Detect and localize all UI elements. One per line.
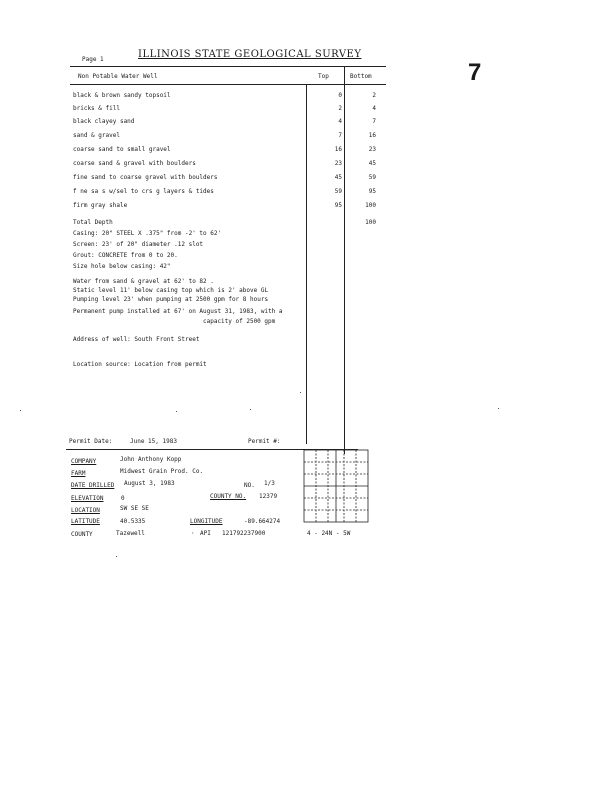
scan-speck (176, 411, 177, 412)
pump-note-line2: capacity of 2500 gpm (203, 318, 276, 325)
permit-date-label: Permit Date: (69, 438, 113, 445)
casing-note: Casing: 20" STEEL X .375" from -2' to 62' (73, 230, 222, 237)
log-row-bottom: 45 (368, 160, 376, 167)
county-number-value: 12379 (259, 493, 278, 500)
header-rule-bottom (70, 84, 386, 85)
log-row-bottom: 7 (372, 118, 376, 125)
log-row-desc: coarse sand & gravel with boulders (73, 160, 196, 167)
log-row-top: 0 (338, 92, 342, 99)
section-grid (302, 448, 370, 524)
township-range: 4 - 24N - 5W (307, 530, 351, 537)
county-value: Tazewell (116, 530, 145, 537)
total-depth-label: Total Depth (73, 219, 113, 226)
api-bullet: · (191, 530, 195, 537)
log-row-desc: firm gray shale (73, 202, 128, 209)
log-row-top: 59 (334, 188, 342, 195)
page-label: Page 1 (82, 56, 104, 63)
log-row-bottom: 95 (368, 188, 376, 195)
county-label: COUNTY (71, 531, 93, 538)
scan-speck (498, 408, 499, 409)
log-row-desc: coarse sand to small gravel (73, 146, 171, 153)
log-row-top: 23 (334, 160, 342, 167)
company-label: COMPANY (71, 458, 97, 465)
address-note: Address of well: South Front Street (73, 336, 200, 343)
location-label: LOCATION (71, 507, 100, 514)
permit-date-value: June 15, 1983 (130, 438, 177, 445)
log-row-bottom: 16 (368, 132, 376, 139)
log-row-bottom: 100 (365, 202, 376, 209)
log-row-top: 4 (338, 118, 342, 125)
api-value: 121792237900 (222, 530, 266, 537)
well-number-label: NO. (244, 482, 255, 489)
farm-label: FARM (71, 470, 86, 477)
longitude-label: LONGITUDE (190, 518, 223, 525)
location-value: SW SE SE (120, 505, 149, 512)
pump-note-line1: Permanent pump installed at 67' on August 31, 1983, with a (73, 308, 283, 315)
column-divider-left (306, 84, 307, 444)
log-row-top: 2 (338, 105, 342, 112)
latitude-value: 40.5335 (120, 518, 146, 525)
col-bottom-header: Bottom (350, 73, 372, 80)
static-level-note: Static level 11' below casing top which is 2' above GL (73, 287, 269, 294)
log-row-bottom: 23 (368, 146, 376, 153)
permit-number-label: Permit #: (248, 438, 281, 445)
scan-speck (300, 392, 301, 393)
scan-speck (20, 410, 21, 411)
log-row-top: 16 (334, 146, 342, 153)
col-top-header: Top (318, 73, 329, 80)
hole-size-note: Size hole below casing: 42" (73, 263, 171, 270)
log-row-desc: black clayey sand (73, 118, 135, 125)
log-row-desc: bricks & fill (73, 105, 120, 112)
log-row-top: 45 (334, 174, 342, 181)
page-number: 7 (468, 59, 482, 86)
longitude-value: -89.664274 (244, 518, 281, 525)
date-drilled-value: August 3, 1983 (124, 480, 175, 487)
scan-speck (116, 556, 117, 557)
well-number-value: 1/3 (264, 480, 275, 487)
header-rule-top (70, 66, 386, 67)
company-value: John Anthony Kopp (120, 456, 182, 463)
page-title: ILLINOIS STATE GEOLOGICAL SURVEY (138, 49, 362, 60)
log-row-top: 95 (334, 202, 342, 209)
grout-note: Grout: CONCRETE from 0 to 20. (73, 252, 178, 259)
column-divider-right (344, 66, 345, 454)
county-number-label: COUNTY NO. (210, 493, 247, 500)
log-row-desc: f ne sa s w/sel to crs g layers & tides (73, 188, 214, 195)
log-row-desc: fine sand to coarse gravel with boulders (73, 174, 218, 181)
log-row-bottom: 59 (368, 174, 376, 181)
screen-note: Screen: 23' of 20" diameter .12 slot (73, 241, 204, 248)
scan-speck (250, 409, 251, 410)
log-row-bottom: 2 (372, 92, 376, 99)
log-row-desc: black & brown sandy topsoil (73, 92, 171, 99)
elevation-label: ELEVATION (71, 495, 104, 502)
farm-value: Midwest Grain Prod. Co. (120, 468, 204, 475)
water-note: Water from sand & gravel at 62' to 82 . (73, 278, 214, 285)
log-row-bottom: 4 (372, 105, 376, 112)
location-source-note: Location source: Location from permit (73, 361, 207, 368)
log-row-desc: sand & gravel (73, 132, 120, 139)
api-label: API (200, 530, 211, 537)
log-row-top: 7 (338, 132, 342, 139)
date-drilled-label: DATE DRILLED (71, 482, 115, 489)
latitude-label: LATITUDE (71, 518, 100, 525)
elevation-value: 0 (121, 495, 125, 502)
total-depth-value: 100 (365, 219, 376, 226)
pumping-level-note: Pumping level 23' when pumping at 2500 gpm for 8 hours (73, 296, 269, 303)
col-desc-header: Non Potable Water Well (78, 73, 158, 80)
